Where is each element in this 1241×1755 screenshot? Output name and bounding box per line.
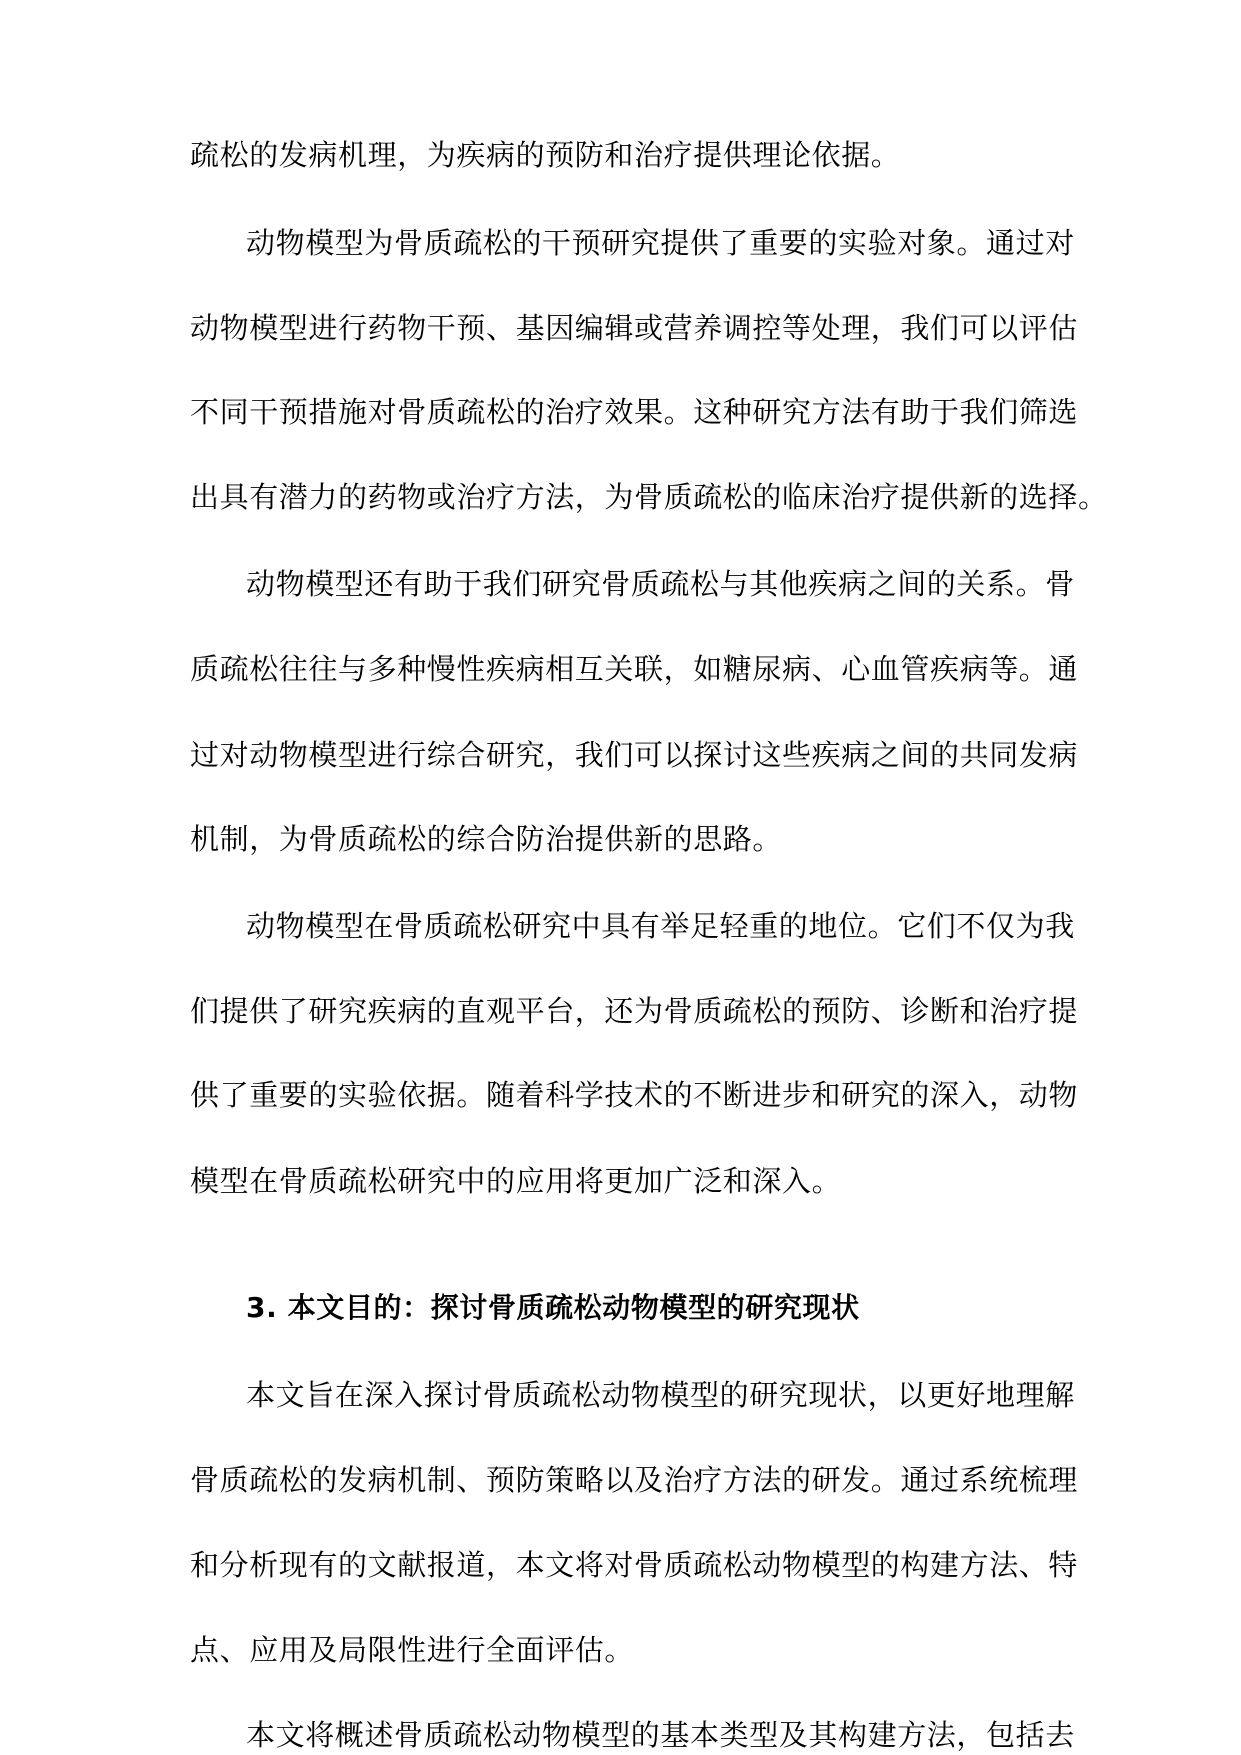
paragraph-line: 机制，为骨质疏松的综合防治提供新的思路。 bbox=[190, 822, 783, 856]
paragraph-line: 动物模型在骨质疏松研究中具有举足轻重的地位。它们不仅为我 bbox=[246, 909, 1075, 943]
paragraph-line: 点、应用及局限性进行全面评估。 bbox=[190, 1633, 635, 1667]
paragraph-line: 供了重要的实验依据。随着科学技术的不断进步和研究的深入，动物 bbox=[190, 1078, 1079, 1112]
paragraph-line: 质疏松往往与多种慢性疾病相互关联，如糖尿病、心血管疾病等。通 bbox=[190, 652, 1079, 686]
paragraph-line: 疏松的发病机理，为疾病的预防和治疗提供理论依据。 bbox=[190, 138, 901, 172]
paragraph-line: 过对动物模型进行综合研究，我们可以探讨这些疾病之间的共同发病 bbox=[190, 738, 1079, 772]
paragraph-line: 本文旨在深入探讨骨质疏松动物模型的研究现状，以更好地理解 bbox=[246, 1378, 1075, 1412]
paragraph-line: 动物模型进行药物干预、基因编辑或营养调控等处理，我们可以评估 bbox=[190, 311, 1079, 345]
paragraph-line: 们提供了研究疾病的直观平台，还为骨质疏松的预防、诊断和治疗提 bbox=[190, 994, 1079, 1028]
paragraph-line: 不同干预措施对骨质疏松的治疗效果。这种研究方法有助于我们筛选 bbox=[190, 395, 1079, 429]
paragraph-line: 模型在骨质疏松研究中的应用将更加广泛和深入。 bbox=[190, 1164, 842, 1198]
paragraph-line: 动物模型为骨质疏松的干预研究提供了重要的实验对象。通过对 bbox=[246, 226, 1075, 260]
paragraph-line: 本文将概述骨质疏松动物模型的基本类型及其构建方法，包括去 bbox=[246, 1718, 1075, 1752]
paragraph-line: 动物模型还有助于我们研究骨质疏松与其他疾病之间的关系。骨 bbox=[246, 567, 1075, 601]
paragraph-line: 和分析现有的文献报道，本文将对骨质疏松动物模型的构建方法、特 bbox=[190, 1548, 1079, 1582]
paragraph-line: 出具有潜力的药物或治疗方法，为骨质疏松的临床治疗提供新的选择。 bbox=[190, 480, 1108, 514]
section-heading: 3. 本文目的：探讨骨质疏松动物模型的研究现状 bbox=[246, 1291, 860, 1324]
paragraph-line: 骨质疏松的发病机制、预防策略以及治疗方法的研发。通过系统梳理 bbox=[190, 1463, 1079, 1497]
